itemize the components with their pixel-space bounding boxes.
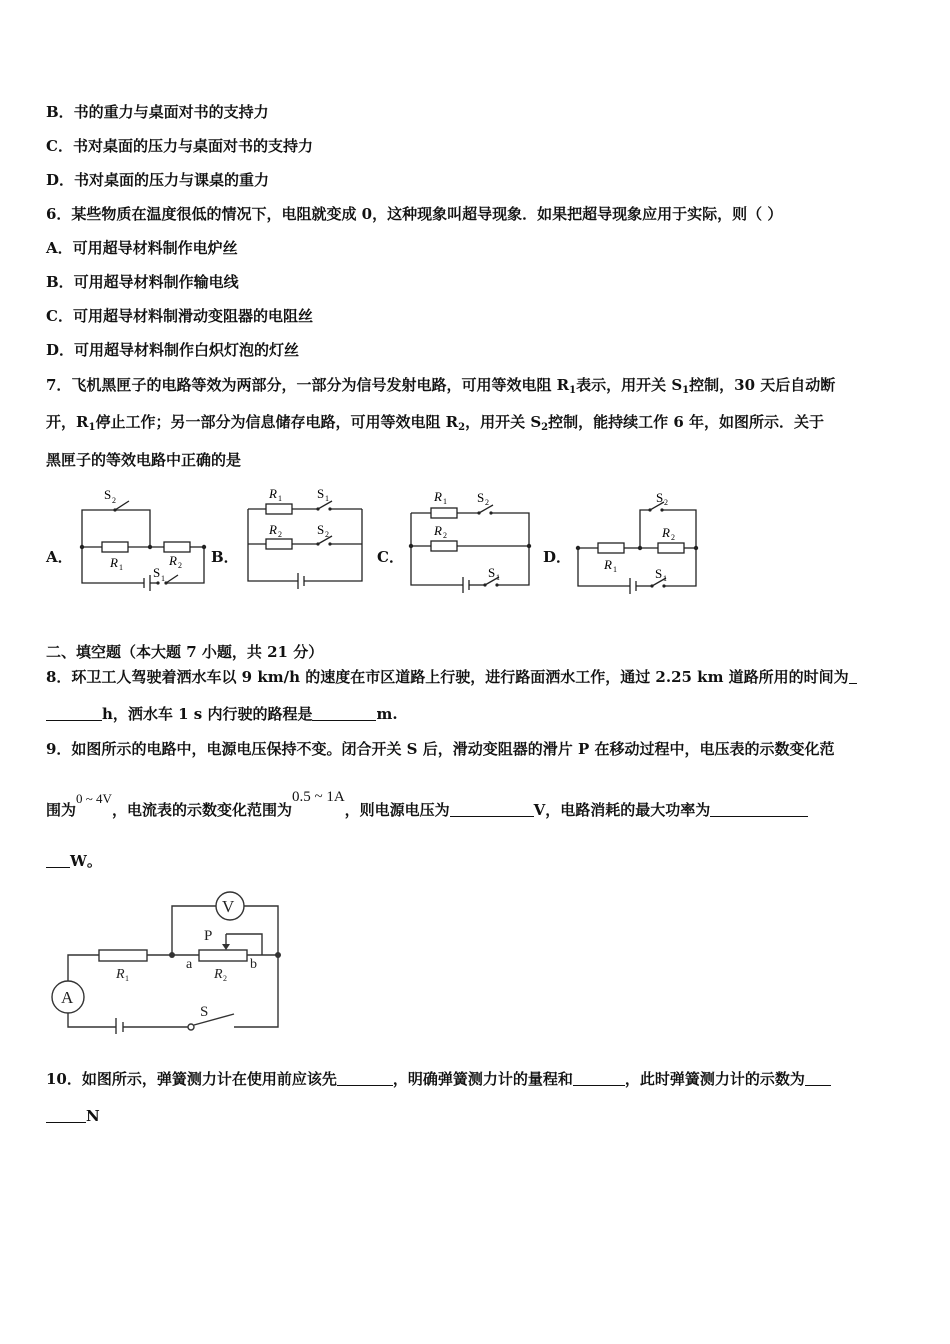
q7-option-d-label: D． [543, 548, 572, 566]
svg-text:2: 2 [325, 530, 329, 539]
q8-blank-time[interactable] [46, 706, 102, 721]
q6-option-a: A．可用超导材料制作电炉丝 [46, 239, 238, 257]
q9-current-range: 0.5 ~ 1A [291, 789, 345, 805]
svg-text:1: 1 [161, 574, 165, 583]
q9-blank-power[interactable] [710, 802, 808, 817]
slider-p-label: P [204, 928, 213, 944]
switch-s-label: S [200, 1004, 209, 1020]
q7-line-2: 开，$R_1$停止工作；另一部分为信息储存电路，可用等效电阻 $R_2$，用开关 $S_2$控制，能持续工作 6 年，如图所示．关于 [46, 413, 825, 433]
svg-text:R: R [269, 522, 277, 537]
svg-text:1: 1 [496, 573, 500, 582]
point-a-label: a [186, 957, 193, 972]
q7-option-c-label: C． [377, 548, 404, 566]
q5-option-d: D．书对桌面的压力与课桌的重力 [46, 171, 270, 189]
q7-option-a-label: A． [46, 548, 73, 566]
q7-line-3: 黑匣子的等效电路中正确的是 [46, 451, 242, 469]
circuit-a-s2-label: S [104, 487, 112, 502]
q10-line-2: N [46, 1106, 100, 1126]
svg-text:1: 1 [613, 565, 617, 574]
q9-blank-power-end[interactable] [46, 853, 70, 868]
q9-circuit-diagram [44, 882, 294, 1034]
q8-blank-distance[interactable] [312, 706, 376, 721]
q6-option-d: D．可用超导材料制作白炽灯泡的灯丝 [46, 341, 300, 359]
circuit-b-diagram [240, 485, 370, 595]
circuit-a-diagram [74, 485, 214, 595]
q6-stem: 6．某些物质在温度很低的情况下，电阻就变成 0，这种现象叫超导现象．如果把超导现象应用于实际，则（ ） [46, 205, 783, 223]
svg-text:1: 1 [119, 563, 123, 572]
svg-text:S: S [488, 565, 496, 580]
q7-option-b-label: B． [211, 548, 239, 566]
svg-text:2: 2 [671, 533, 675, 542]
svg-text:S: S [656, 490, 664, 505]
circuit-d-diagram [572, 485, 707, 597]
q8-line-2: h，洒水车 1 s 内行驶的路程是 m. [46, 704, 398, 724]
svg-text:S: S [317, 486, 325, 501]
q6-option-b: B．可用超导材料制作输电线 [46, 273, 239, 291]
circuit-c-diagram [405, 485, 540, 597]
svg-text:1: 1 [663, 574, 667, 583]
svg-text:2: 2 [443, 531, 447, 540]
q10-blank-3-start[interactable] [805, 1071, 831, 1086]
q10-blank-3[interactable] [46, 1108, 86, 1123]
svg-text:1: 1 [443, 497, 447, 506]
svg-text:R: R [604, 557, 612, 572]
point-b-label: b [250, 957, 257, 972]
svg-text:2: 2 [223, 974, 227, 983]
svg-text:R: R [269, 486, 277, 501]
q10-line-1: 10．如图所示，弹簧测力计在使用前应该先 ，明确弹簧测力计的量程和 ，此时弹簧测力计的示数为 [46, 1069, 831, 1089]
q10-blank-1[interactable] [337, 1071, 393, 1086]
q6-option-c: C．可用超导材料制滑动变阻器的电阻丝 [46, 307, 313, 325]
r2-label: R [214, 967, 223, 982]
svg-text:R: R [434, 523, 442, 538]
svg-text:S: S [477, 490, 485, 505]
q10-blank-2[interactable] [573, 1071, 625, 1086]
svg-text:2: 2 [664, 498, 668, 507]
q5-option-c: C．书对桌面的压力与桌面对书的支持力 [46, 137, 313, 155]
q9-line-3: W。 [46, 851, 102, 871]
svg-text:S: S [655, 566, 663, 581]
svg-text:1: 1 [325, 494, 329, 503]
q8-blank-time-start[interactable] [849, 669, 857, 684]
svg-text:2: 2 [485, 498, 489, 507]
svg-text:S: S [317, 522, 325, 537]
svg-text:R: R [662, 525, 670, 540]
circuit-a-r1-label: R [110, 555, 118, 570]
svg-text:2: 2 [178, 561, 182, 570]
voltmeter-label: V [222, 897, 235, 916]
ammeter-label: A [61, 988, 74, 1007]
q8-line-1: 8．环卫工人驾驶着洒水车以 9 km/h 的速度在市区道路上行驶，进行路面洒水工作，通过 2.25 km 道路所用的时间为 [46, 667, 857, 687]
svg-text:1: 1 [278, 494, 282, 503]
q9-voltage-range: 0 ~ 4V [76, 791, 112, 806]
svg-text:2: 2 [278, 530, 282, 539]
q9-line-1: 9．如图所示的电路中，电源电压保持不变。闭合开关 S 后，滑动变阻器的滑片 P 在移动过程中，电压表的示数变化范 [46, 740, 835, 758]
svg-text:2: 2 [112, 496, 116, 505]
q5-option-b: B．书的重力与桌面对书的支持力 [46, 103, 269, 121]
svg-text:1: 1 [125, 974, 129, 983]
circuit-a-r2-label: R [169, 553, 177, 568]
svg-text:R: R [434, 489, 442, 504]
section-2-heading: 二、填空题（本大题 7 小题，共 21 分） [46, 643, 324, 661]
q9-blank-voltage[interactable] [450, 802, 534, 817]
q9-line-2: 围为0 ~ 4V，电流表的示数变化范围为0.5 ~ 1A，则电源电压为 V，电路消耗的最大功率为 [46, 800, 808, 821]
r1-label: R [116, 967, 125, 982]
circuit-a-s1-label: S [153, 565, 161, 580]
q7-line-1: 7．飞机黑匣子的电路等效为两部分，一部分为信号发射电路，可用等效电阻 $R_1$表示，用开关 $S_1$控制，30 天后自动断 [46, 376, 836, 396]
